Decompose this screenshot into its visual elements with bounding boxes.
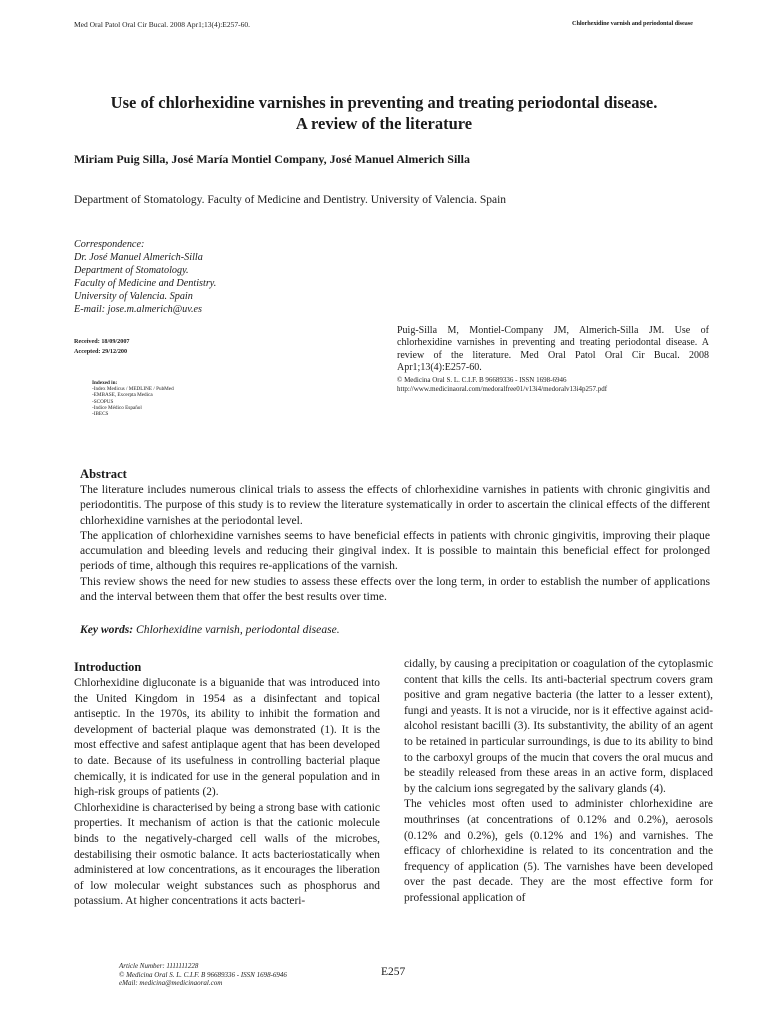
footer-copyright: © Medicina Oral S. L. C.I.F. B 96689336 - ISSN 1698-6946 <box>119 970 287 979</box>
body-paragraph: Chlorhexidine is characterised by being a strong base with cationic properties. It mechanism of action is that the cationic molecule binds to the negatively-charged cell walls of the microbes, destabilising their osmotic balance. It acts bacteriostatically when administered at low concentrations, as it encourages the liberation of low molecular weight substances such as phosphorus and potassium. At higher concentrations it acts bacteri- <box>74 801 380 908</box>
dates-block <box>74 337 130 356</box>
indexed-item: -Indice Médico Español <box>92 404 142 411</box>
correspondence-university: University of Valencia. Spain <box>74 290 193 302</box>
citation-copyright: © Medicina Oral S. L. C.I.F. B 96689336 - ISSN 1698-6946 <box>397 376 567 384</box>
keywords-value: Chlorhexidine varnish, periodontal disease. <box>136 623 340 636</box>
abstract-paragraph: The literature includes numerous clinical trials to assess the effects of chlorhexidine varnishes in patients with chronic gingivitis and periodontitis. The purpose of this study is to review the literature systematically in order to ascertain the clinical effects of the different chlorhexidine varnishes at the periodontal level. <box>80 483 710 527</box>
intro-left-column <box>74 659 380 910</box>
keywords-label: Key words: <box>80 623 134 636</box>
keywords-line <box>80 623 340 636</box>
running-title: Chlorhexidine varnish and periodontal disease <box>572 20 693 27</box>
author-list: Miriam Puig Silla, José María Montiel Company, José Manuel Almerich Silla <box>74 152 470 166</box>
indexed-item: -SCOPUS <box>92 398 114 405</box>
abstract-paragraph: The application of chlorhexidine varnishes seems to have beneficial effects in patients with chronic gingivitis, improving their plaque accumulation and bleeding levels and reducing their gingival index. It is possible to maintain this beneficial effect for prolonged periods of time, although this requires re-applications of the varnish. <box>80 528 710 573</box>
citation-text: Puig-Silla M, Montiel-Company JM, Almerich-Silla JM. Use of chlorhexidine varnishes in preventing and treating periodontal disease. A review of the literature. Med Oral Patol Oral Cir Bucal. 2008 Apr1;13(4):E257-60. <box>397 325 709 373</box>
indexed-label: Indexed in: <box>92 380 118 386</box>
abstract-section <box>80 466 710 604</box>
title-line-2: A review of the literature <box>295 114 473 133</box>
intro-right-column <box>404 657 713 907</box>
accepted-date: Accepted: 29/12/200 <box>74 347 128 355</box>
article-number: Article Number: 1111111228 <box>119 962 199 970</box>
correspondence-label: Correspondence: <box>74 239 145 250</box>
abstract-paragraph: This review shows the need for new studies to assess these effects over the long term, in order to establish the number of applications and the interval between them that offer the best results over time. <box>80 574 710 604</box>
indexed-item: -Index Medicus / MEDLINE / PubMed <box>92 386 174 393</box>
correspondence-name: Dr. José Manuel Almerich-Silla <box>74 251 203 263</box>
indexed-in-block <box>92 380 174 417</box>
received-date: Received: 18/09/2007 <box>74 338 130 345</box>
introduction-heading: Introduction <box>74 660 142 674</box>
indexed-item: -EMBASE, Excerpta Medica <box>92 392 153 399</box>
body-paragraph: cidally, by causing a precipitation or coagulation of the cytoplasmic content that kills the cells. Its anti-bacterial spectrum covers gram positive and gram negative bacteria (the latter to a lesser extent), fungi and yeasts. It is not a virucide, nor is it effective against acid-alcohol resistant bacilli (3). Its substantivity, the ability of an agent to be retained in particular surroundings, is due to its ability to bind to the carboxyl groups of the mucin that covers the oral mucus and be steadily released from these areas in an active form, displaced by the calcium ions segregated by the salivary glands (4). <box>404 658 713 795</box>
affiliation: Department of Stomatology. Faculty of Medicine and Dentistry. University of Valencia. Spain <box>74 194 507 206</box>
title-line-1: Use of chlorhexidine varnishes in preventing and treating periodontal disease. <box>110 93 658 112</box>
journal-reference: Med Oral Patol Oral Cir Bucal. 2008 Apr1;13(4):E257-60. <box>74 20 251 29</box>
body-paragraph: Chlorhexidine digluconate is a biguanide that was introduced into the United Kingdom in 1954 as a disinfectant and topical antiseptic. In the 1970s, its ability to inhibit the formation and development of bacterial plaque was demonstrated (1). It is the most effective and safest antiplaque agent that has been developed to date. Because of its usefulness in controlling bacterial plaque chemically, it is indicated for use in the general population and in high-risk groups of patients (2). <box>74 677 380 799</box>
indexed-item: -IBECS <box>92 411 109 418</box>
correspondence-block <box>74 239 216 316</box>
footer-email: eMail: medicina@medicinaoral.com <box>119 979 223 988</box>
citation-meta <box>397 376 607 394</box>
body-paragraph: The vehicles most often used to administer chlorhexidine are mouthrinses (at concentrations of 0.12% and 0.2%), aerosols (0.12% and 0.2%), gels (0.12% and 1%) and varnishes. The efficacy of chlorhexidine is related to its concentration and the frequency of application (5). The varnishes have been developed over the past decade. They are the most effective form for professional application of <box>404 798 713 904</box>
correspondence-email: E-mail: jose.m.almerich@uv.es <box>74 303 203 315</box>
page-number: E257 <box>381 966 406 978</box>
abstract-heading: Abstract <box>80 467 127 481</box>
correspondence-faculty: Faculty of Medicine and Dentistry. <box>74 277 217 289</box>
article-title <box>60 92 708 134</box>
citation-url[interactable]: http://www.medicinaoral.com/medoralfree01/v13i4/medoralv13i4p257.pdf <box>397 384 608 393</box>
footer-block <box>119 962 287 988</box>
correspondence-department: Department of Stomatology. <box>74 264 189 276</box>
